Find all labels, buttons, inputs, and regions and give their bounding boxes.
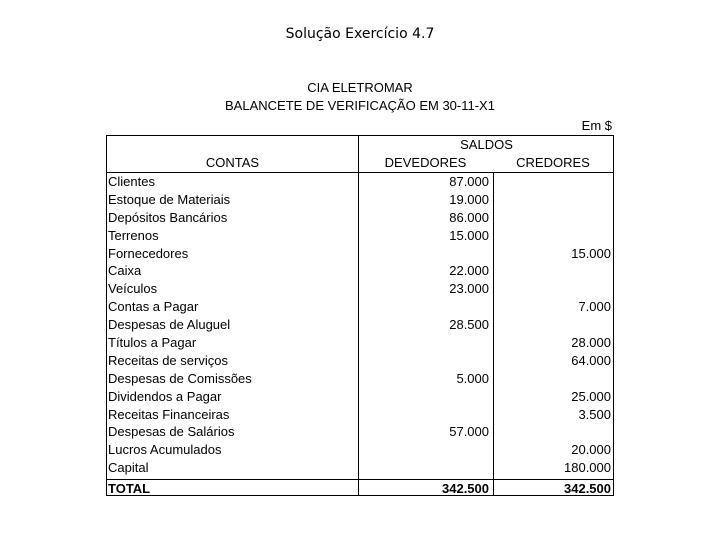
table-row [107,334,613,352]
table-row [107,227,613,245]
account-name: Receitas de serviços [108,352,228,368]
table-row [107,423,613,441]
debit-value: 15.000 [449,227,489,243]
account-name: Despesas de Comissões [108,370,252,386]
debit-value: 28.500 [449,317,489,333]
debit-value: 86.000 [449,209,489,225]
account-name: Títulos a Pagar [108,335,197,351]
debit-value: 23.000 [449,281,489,297]
slide-title: Solução Exercício 4.7 [285,26,435,42]
table-row [107,406,613,424]
debit-value: 5.000 [456,370,489,386]
company-name: CIA ELETROMAR [307,80,413,95]
table-row [107,459,613,477]
total-credit: 342.500 [564,481,611,496]
table-row [107,191,613,209]
credit-value: 180.000 [564,460,611,476]
table-row [107,388,613,406]
account-name: Despesas de Salários [108,424,235,440]
debit-value: 87.000 [449,174,489,189]
account-name: Veículos [108,281,158,297]
account-name: Clientes [108,174,155,189]
account-name: Dividendos a Pagar [108,388,222,404]
credit-value: 64.000 [571,352,611,368]
header-saldos: SALDOS [460,137,513,152]
debit-value: 57.000 [449,424,489,440]
table-row [107,298,613,316]
header-contas: CONTAS [205,155,260,170]
table-row [107,441,613,459]
table-row [107,280,613,298]
table-row [107,209,613,227]
credit-value: 7.000 [578,299,611,315]
currency-note: Em $ [581,118,612,133]
total-debit: 342.500 [442,481,489,496]
account-name: Depósitos Bancários [108,209,228,225]
total-row [107,479,613,497]
account-name: Estoque de Materiais [108,191,231,207]
account-name: Contas a Pagar [108,299,199,315]
debit-value: 22.000 [449,263,489,279]
table-row [107,316,613,334]
table-row [107,370,613,388]
account-name: Lucros Acumulados [108,442,222,458]
trial-balance-table [106,135,614,496]
credit-value: 25.000 [571,388,611,404]
total-label: TOTAL [108,481,151,496]
account-name: Fornecedores [108,245,189,261]
table-row [107,352,613,370]
account-rows [107,173,613,477]
debit-value: 19.000 [449,191,489,207]
account-name: Receitas Financeiras [108,406,230,422]
account-name: Despesas de Aluguel [108,317,231,333]
account-name: Terrenos [108,227,159,243]
table-row [107,262,613,280]
header-credores: CREDORES [516,155,590,170]
header-devedores: DEVEDORES [384,155,467,170]
credit-value: 20.000 [571,442,611,458]
table-row [107,245,613,263]
report-title: BALANCETE DE VERIFICAÇÃO EM 30-11-X1 [225,98,495,113]
credit-value: 3.500 [578,406,611,422]
table-row [107,173,613,191]
account-name: Capital [108,460,149,476]
account-name: Caixa [108,263,142,279]
credit-value: 28.000 [571,335,611,351]
credit-value: 15.000 [571,245,611,261]
